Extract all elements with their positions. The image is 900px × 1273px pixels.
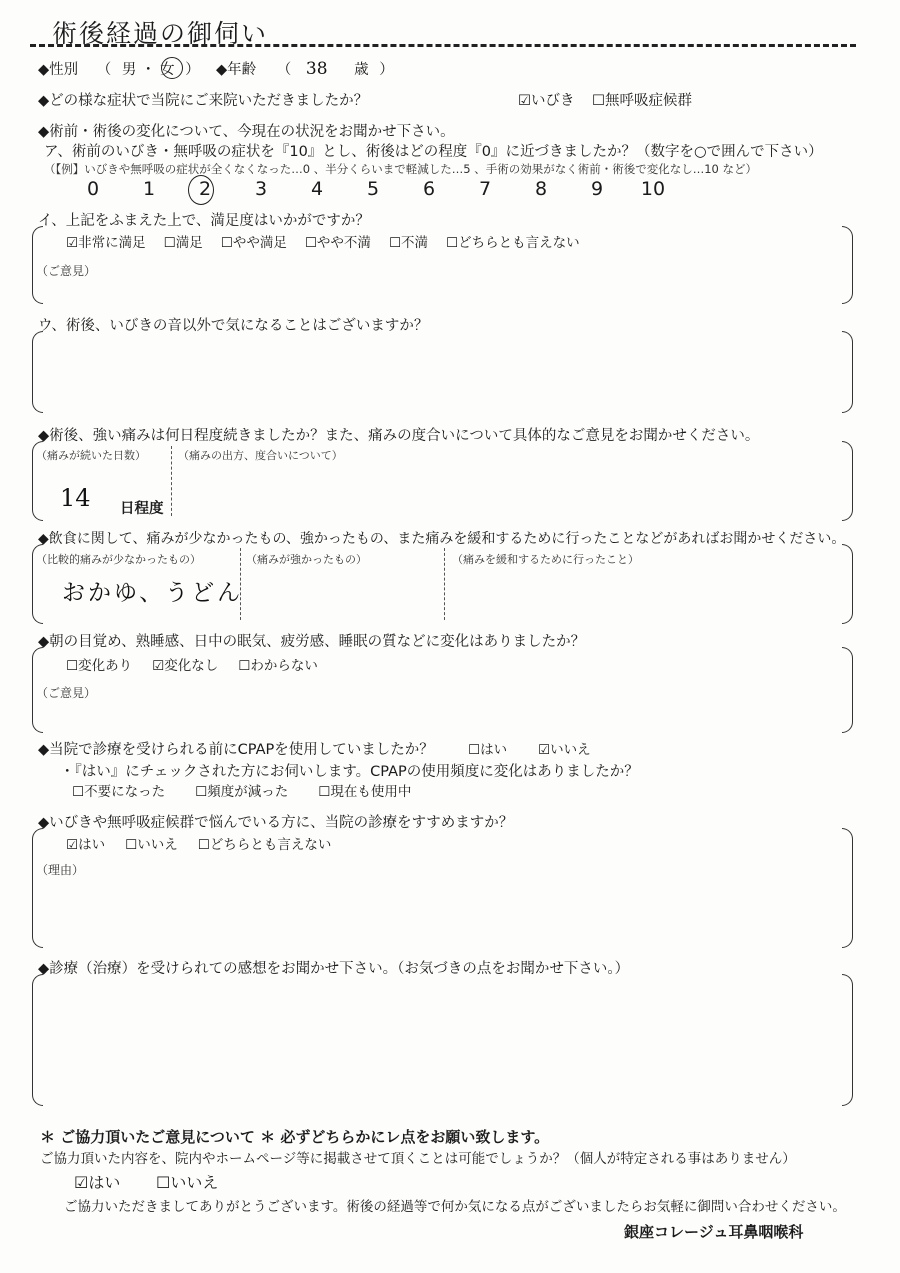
symptom-question: ◆どの様な症状で当院にご来院いただきましたか？	[38, 93, 369, 109]
scale-number-2[interactable]: 2	[198, 178, 212, 200]
cpap-yes-checkbox[interactable]: ☐はい	[468, 742, 508, 758]
satisfaction-option-1[interactable]: ☐満足	[163, 235, 203, 251]
recommend-reason-label: （理由）	[36, 863, 85, 877]
change-heading: ◆術前・術後の変化について、今現在の状況をお聞かせ下さい。	[38, 124, 455, 140]
page-title: 術後経過の御伺い	[52, 19, 269, 48]
satisfaction-question: イ、上記をふまえた上で、満足度はいかがですか？	[38, 213, 370, 229]
symptom-snoring-checkbox[interactable]: ☑いびき	[518, 93, 575, 109]
recommend-question: ◆いびきや無呼吸症候群で悩んでいる方に、当院の診療をすすめますか？	[38, 815, 514, 831]
title-divider	[30, 44, 856, 47]
gender-label: ◆性別	[38, 62, 79, 78]
recommend-option-1[interactable]: ☐いいえ	[125, 837, 178, 853]
recommend-options	[66, 833, 351, 853]
consent-heading: ＊ ご協力頂いたご意見について ＊ 必ずどちらかにレ点をお願い致します。	[40, 1128, 550, 1146]
gender-female[interactable]: 女	[160, 62, 175, 78]
cpap-followup-option-0[interactable]: ☐不要になった	[72, 784, 166, 800]
consent-no-checkbox[interactable]: ☐いいえ	[156, 1173, 219, 1192]
other-bracket-right	[842, 331, 853, 413]
satisfaction-option-2[interactable]: ☐やや満足	[220, 235, 287, 251]
food-bracket-right	[842, 544, 853, 624]
consent-question: ご協力頂いた内容を、院内やホームページ等に掲載させて頂くことは可能でしょうか？（個人が特定される事はありません）	[40, 1151, 796, 1167]
recommend-option-2[interactable]: ☐どちらとも言えない	[197, 837, 332, 853]
scale-number-9[interactable]: 9	[590, 178, 604, 200]
impression-question: ◆診療（治療）を受けられての感想をお聞かせ下さい。（お気づきの点をお聞かせ下さい。）	[38, 961, 630, 977]
morning-question: ◆朝の目覚め、熟睡感、日中の眠気、疲労感、睡眠の質などに変化はありましたか？	[38, 634, 586, 650]
satisfaction-option-5[interactable]: ☐どちらとも言えない	[446, 235, 580, 251]
age-value[interactable]: 38	[305, 59, 328, 79]
pain-days-unit: 日程度	[120, 501, 164, 517]
satisfaction-option-0[interactable]: ☑非常に満足	[66, 235, 146, 251]
scale-number-4[interactable]: 4	[310, 178, 324, 200]
food-col1-label: （比較的痛みが少なかったもの）	[36, 553, 201, 566]
scale-number-6[interactable]: 6	[422, 178, 436, 200]
age-row: ◆年齢 （ 38 歳 ）	[216, 59, 394, 79]
consent-yes-checkbox[interactable]: ☑はい	[74, 1173, 121, 1192]
recommend-bracket-right	[842, 828, 853, 948]
scale-number-3[interactable]: 3	[254, 178, 268, 200]
pain-degree-label: （痛みの出方、度合いについて）	[178, 449, 343, 462]
morning-options	[66, 654, 338, 674]
food-question: ◆飲食に関して、痛みが少なかったもの、強かったもの、また痛みを緩和するために行ったことなどがあればお聞かせください。	[38, 531, 846, 547]
food-answer-less-pain[interactable]: おかゆ、うどん	[62, 580, 244, 606]
satisfaction-options	[66, 231, 598, 251]
food-divider-2	[444, 548, 445, 620]
cpap-followup-option-1[interactable]: ☐頻度が減った	[195, 784, 289, 800]
food-col2-label: （痛みが強かったもの）	[246, 553, 367, 566]
gender-selected-circle	[161, 57, 183, 79]
pain-days-value[interactable]: 14	[60, 484, 91, 512]
scale-number-8[interactable]: 8	[534, 178, 548, 200]
gender-male[interactable]: 男	[121, 62, 137, 78]
change-scale	[65, 178, 681, 200]
satisfaction-bracket-right	[842, 226, 853, 304]
morning-bracket-right	[842, 647, 853, 733]
clinic-name: 銀座コレージュ耳鼻咽喉科	[624, 1223, 804, 1241]
impression-bracket-left	[32, 974, 43, 1106]
selected-scale-circle	[188, 175, 214, 205]
morning-option-1[interactable]: ☑変化なし	[152, 658, 219, 674]
morning-opinion-label: （ご意見）	[36, 686, 97, 700]
change-question: ア、術前のいびき・無呼吸の症状を『10』とし、術後はどの程度『0』に近づきましたか？（数字を○で囲んで下さい）	[44, 144, 823, 160]
satisfaction-opinion-label: （ご意見）	[36, 264, 97, 278]
impression-bracket-right	[842, 974, 853, 1106]
pain-divider	[171, 446, 172, 516]
scale-number-7[interactable]: 7	[478, 178, 492, 200]
cpap-question: ◆当院で診療を受けられる前にCPAPを使用していましたか？	[38, 742, 434, 758]
pain-bracket-right	[842, 441, 853, 521]
scale-number-5[interactable]: 5	[366, 178, 380, 200]
cpap-no-checkbox[interactable]: ☑いいえ	[538, 742, 591, 758]
satisfaction-option-4[interactable]: ☐不満	[388, 235, 429, 251]
other-concerns-question: ウ、術後、いびきの音以外で気になることはございますか？	[38, 318, 429, 334]
age-label: ◆年齢	[216, 62, 257, 78]
symptom-apnea-checkbox[interactable]: ☐無呼吸症候群	[592, 93, 692, 109]
change-example: （【例】いびきや無呼吸の症状が全くなくなった…0 、半分くらいまで軽減した…5 、手術の効果がなく術前・術後で変化なし…10 など）	[44, 162, 757, 176]
gender-row: ◆性別 （ 男 ・ 女 ）	[38, 62, 200, 78]
recommend-option-0[interactable]: ☑はい	[66, 837, 106, 853]
food-col3-label: （痛みを緩和するために行ったこと）	[452, 553, 639, 566]
scale-number-10[interactable]: 10	[640, 178, 666, 200]
recommend-bracket-left	[32, 828, 43, 948]
cpap-followup-options	[72, 780, 441, 800]
satisfaction-option-3[interactable]: ☐やや不満	[304, 235, 371, 251]
morning-option-2[interactable]: ☐わからない	[238, 658, 318, 674]
thanks-message: ご協力いただきましてありがとうございます。術後の経過等で何か気になる点がございましたらお気軽に御問い合わせください。	[64, 1199, 846, 1215]
cpap-followup-option-2[interactable]: ☐現在も使用中	[318, 784, 412, 800]
morning-option-0[interactable]: ☐変化あり	[66, 658, 133, 674]
other-bracket-left	[32, 331, 43, 413]
pain-question: ◆術後、強い痛みは何日程度続きましたか？また、痛みの度合いについて具体的なご意見をお聞かせください。	[38, 428, 760, 444]
scale-number-1[interactable]: 1	[142, 178, 156, 200]
cpap-followup-question: ・『はい』にチェックされた方にお伺いします。CPAPの使用頻度に変化はありましたか？	[60, 764, 639, 780]
scale-number-0[interactable]: 0	[86, 178, 100, 200]
pain-days-label: （痛みが続いた日数）	[36, 449, 146, 462]
